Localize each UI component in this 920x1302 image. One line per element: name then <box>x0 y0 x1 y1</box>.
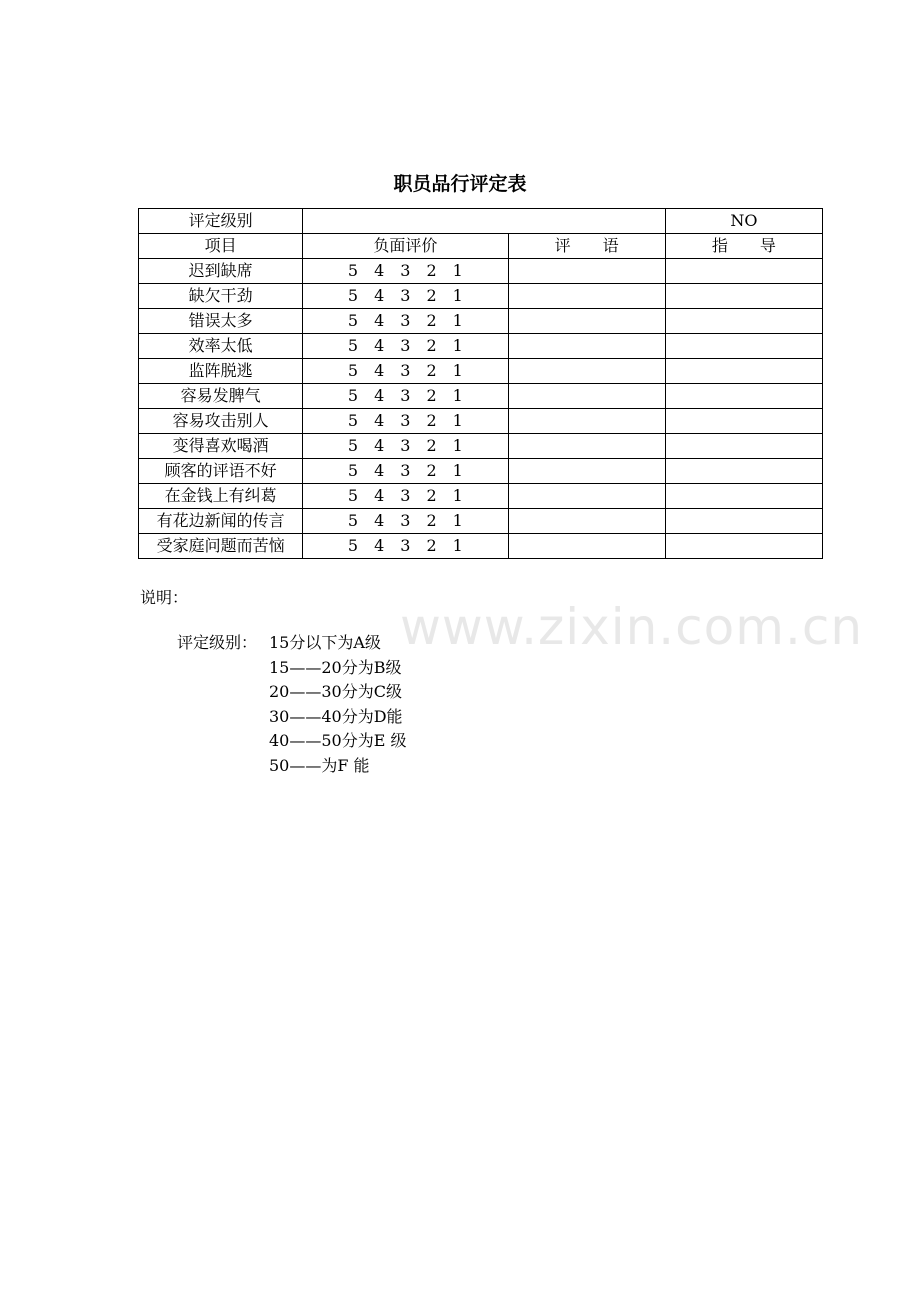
row-item-label: 效率太低 <box>139 334 303 359</box>
row-comment-cell[interactable] <box>508 259 665 284</box>
notes-line-text: 40——50分为E 级 <box>269 731 407 750</box>
table-row <box>139 309 823 334</box>
grade-label-cell: 评定级别 <box>139 209 303 234</box>
notes-line <box>177 631 407 656</box>
row-comment-cell[interactable] <box>508 434 665 459</box>
row-comment-cell[interactable] <box>508 534 665 559</box>
page-title: 职员品行评定表 <box>393 173 527 195</box>
row-comment-cell[interactable] <box>508 334 665 359</box>
header-row-columns <box>139 234 823 259</box>
column-header-comment: 评 语 <box>508 234 665 259</box>
row-comment-cell[interactable] <box>508 459 665 484</box>
notes-line-text: 50——为F 能 <box>269 755 370 775</box>
header-row-grade <box>139 209 823 234</box>
row-comment-cell[interactable] <box>508 384 665 409</box>
table-row <box>139 409 823 434</box>
row-score-scale[interactable]: 5 4 3 2 1 <box>303 334 508 359</box>
row-item-label: 顾客的评语不好 <box>139 459 303 484</box>
row-comment-cell[interactable] <box>508 484 665 509</box>
row-guidance-cell[interactable] <box>665 434 822 459</box>
evaluation-table <box>138 208 823 559</box>
table-row <box>139 359 823 384</box>
row-guidance-cell[interactable] <box>665 259 822 284</box>
row-guidance-cell[interactable] <box>665 284 822 309</box>
row-item-label: 有花边新闻的传言 <box>139 509 303 534</box>
row-score-scale[interactable]: 5 4 3 2 1 <box>303 384 508 409</box>
notes-label: 说明： <box>140 588 189 607</box>
notes-prefix: 评定级别： <box>177 633 258 652</box>
row-score-scale[interactable]: 5 4 3 2 1 <box>303 259 508 284</box>
row-score-scale[interactable]: 5 4 3 2 1 <box>303 484 508 509</box>
row-score-scale[interactable]: 5 4 3 2 1 <box>303 359 508 384</box>
row-score-scale[interactable]: 5 4 3 2 1 <box>303 509 508 534</box>
column-header-item: 项目 <box>139 234 303 259</box>
site-watermark: www.zixin.com.cn <box>400 598 864 656</box>
notes-line-text: 30——40分为D能 <box>269 706 403 726</box>
row-item-label: 在金钱上有纠葛 <box>139 484 303 509</box>
table-row <box>139 259 823 284</box>
notes-line <box>177 705 407 730</box>
row-guidance-cell[interactable] <box>665 534 822 559</box>
table-row <box>139 484 823 509</box>
row-comment-cell[interactable] <box>508 284 665 309</box>
row-guidance-cell[interactable] <box>665 409 822 434</box>
row-guidance-cell[interactable] <box>665 334 822 359</box>
table-row <box>139 509 823 534</box>
row-item-label: 变得喜欢喝酒 <box>139 434 303 459</box>
notes-line <box>177 754 407 779</box>
notes-line-text: 20——30分为C级 <box>269 682 402 701</box>
row-comment-cell[interactable] <box>508 359 665 384</box>
table-row <box>139 434 823 459</box>
no-label-cell: NO <box>665 209 822 234</box>
notes-line <box>177 729 407 754</box>
row-guidance-cell[interactable] <box>665 359 822 384</box>
row-guidance-cell[interactable] <box>665 384 822 409</box>
table-row <box>139 284 823 309</box>
row-score-scale[interactable]: 5 4 3 2 1 <box>303 459 508 484</box>
row-score-scale[interactable]: 5 4 3 2 1 <box>303 309 508 334</box>
row-score-scale[interactable]: 5 4 3 2 1 <box>303 534 508 559</box>
row-item-label: 受家庭问题而苦恼 <box>139 534 303 559</box>
notes-line-text: 15——20分为B级 <box>269 657 402 677</box>
column-header-guidance: 指 导 <box>665 234 822 259</box>
row-guidance-cell[interactable] <box>665 309 822 334</box>
row-score-scale[interactable]: 5 4 3 2 1 <box>303 434 508 459</box>
row-item-label: 容易发脾气 <box>139 384 303 409</box>
row-item-label: 监阵脱逃 <box>139 359 303 384</box>
row-score-scale[interactable]: 5 4 3 2 1 <box>303 409 508 434</box>
row-item-label: 容易攻击别人 <box>139 409 303 434</box>
notes-line <box>177 656 407 681</box>
row-item-label: 错误太多 <box>139 309 303 334</box>
row-item-label: 缺欠干劲 <box>139 284 303 309</box>
row-item-label: 迟到缺席 <box>139 259 303 284</box>
table-row <box>139 334 823 359</box>
grading-notes <box>177 631 407 778</box>
table-row <box>139 384 823 409</box>
column-header-negative: 负面评价 <box>303 234 508 259</box>
row-guidance-cell[interactable] <box>665 509 822 534</box>
table-row <box>139 534 823 559</box>
row-guidance-cell[interactable] <box>665 459 822 484</box>
grade-value-cell[interactable] <box>303 209 666 234</box>
row-comment-cell[interactable] <box>508 409 665 434</box>
notes-line <box>177 680 407 705</box>
row-comment-cell[interactable] <box>508 309 665 334</box>
table-row <box>139 459 823 484</box>
notes-line-text: 15分以下为A级 <box>269 633 381 652</box>
row-comment-cell[interactable] <box>508 509 665 534</box>
row-score-scale[interactable]: 5 4 3 2 1 <box>303 284 508 309</box>
row-guidance-cell[interactable] <box>665 484 822 509</box>
